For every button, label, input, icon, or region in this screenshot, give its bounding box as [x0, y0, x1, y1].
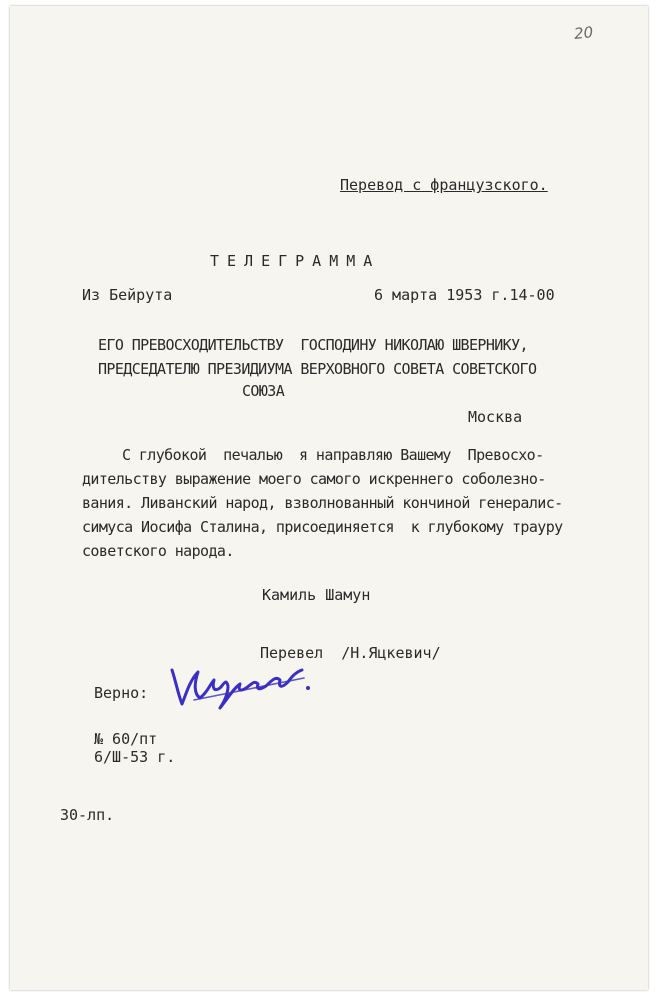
document-page [10, 6, 648, 990]
body-line-4: симуса Иосифа Сталина, присоединяется к глубокому трауру [82, 518, 563, 536]
addressee-line-1: ЕГО ПРЕВОСХОДИТЕЛЬСТВУ ГОСПОДИНУ НИКОЛАЮ ШВЕРНИКУ, [98, 336, 528, 354]
addressee-line-3: СОЮЗА [242, 382, 285, 400]
reference-number: № 60/пт [94, 730, 158, 748]
addressee-line-2: ПРЕДСЕДАТЕЛЮ ПРЕЗИДИУМА ВЕРХОВНОГО СОВЕТА СОВЕТСКОГО [98, 360, 537, 378]
body-line-5: советского народа. [82, 542, 234, 560]
date-time: 6 марта 1953 г.14-00 [374, 286, 555, 304]
body-line-2: дительству выражение моего самого искреннего соболезно- [82, 470, 546, 488]
destination-city: Москва [468, 408, 523, 426]
page-number: 20 [573, 23, 594, 43]
origin: Из Бейрута [82, 286, 173, 304]
body-line-1: С глубокой печалью я направляю Вашему Превосхо- [122, 446, 544, 464]
translator: Перевел /Н.Яцкевич/ [260, 644, 441, 662]
document-type: ТЕЛЕГРАММА [210, 252, 381, 270]
footer-code: 30-лп. [60, 806, 115, 824]
verified-label: Верно: [94, 684, 149, 702]
handwritten-signature [164, 658, 314, 714]
translation-note: Перевод с французского. [340, 176, 548, 194]
body-line-3: вания. Ливанский народ, взволнованный кончиной генералис- [82, 494, 563, 512]
sender-name: Камиль Шамун [262, 586, 371, 604]
reference-date: 6/Ш-53 г. [94, 748, 176, 766]
